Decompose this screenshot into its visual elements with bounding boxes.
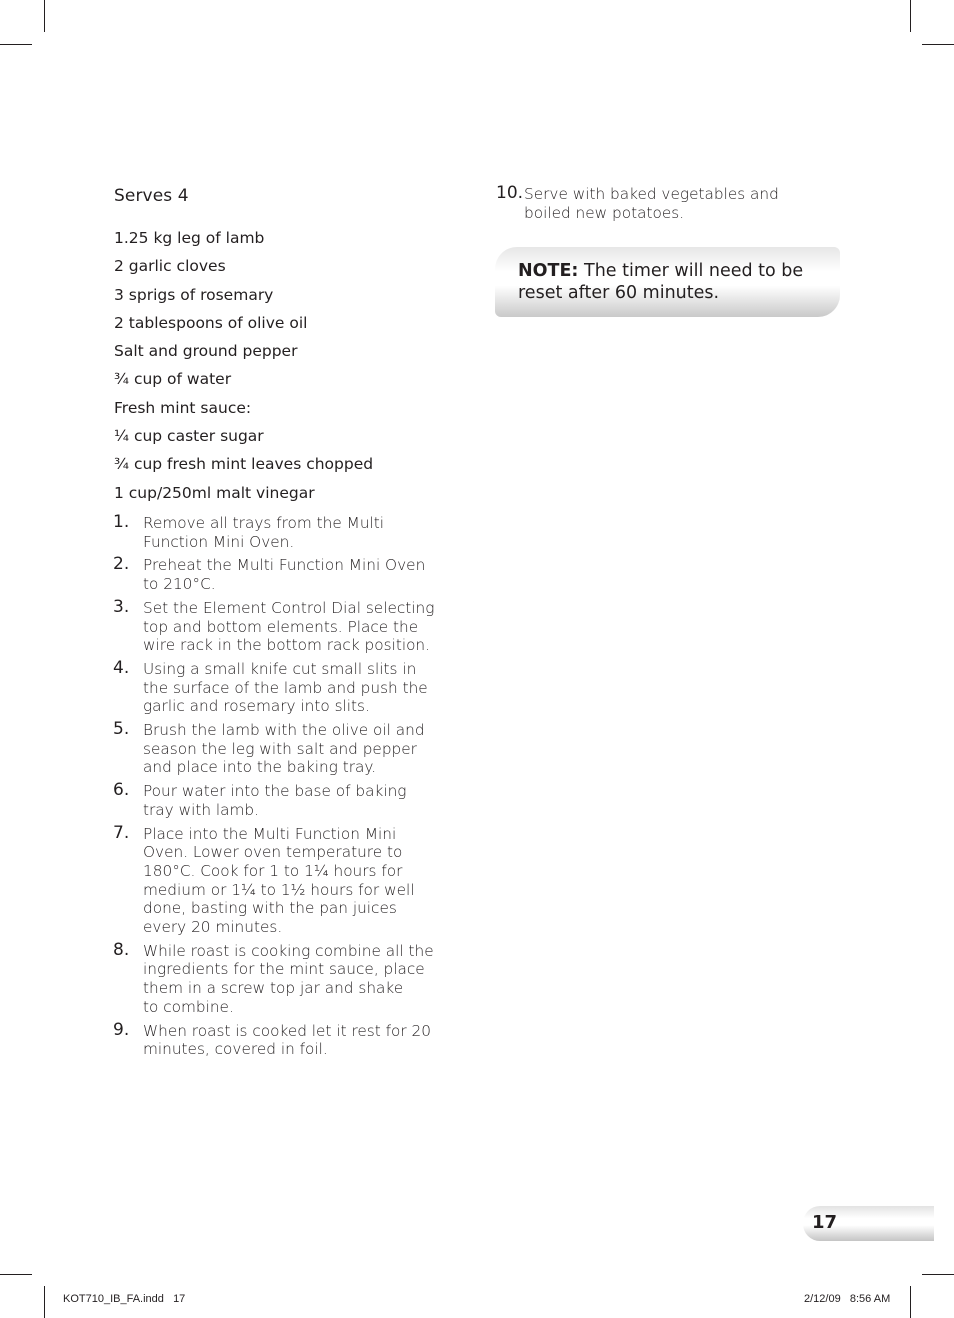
page-number: 17 (812, 1212, 838, 1233)
step-text: Place into the Multi Function Mini Oven. Lower oven temperature to 180°C. Cook for 1 to 1¼ hours for medium or 1¼ to 1½ hours for well done, basting with the pan juices every 20 minutes. (143, 824, 415, 937)
method-step (113, 939, 458, 1017)
method-step (113, 556, 458, 593)
crop-mark-top-left-vertical (44, 0, 45, 32)
step-number: 8. (113, 939, 130, 960)
ingredient-item: ¾ cup fresh mint leaves chopped (114, 455, 374, 474)
step-text: When roast is cooked let it rest for 20 minutes, covered in foil. (143, 1021, 431, 1059)
step-number: 3. (113, 596, 130, 617)
method-step (496, 185, 826, 222)
serves-heading: Serves 4 (114, 186, 189, 206)
ingredient-item: 2 garlic cloves (114, 257, 226, 276)
step-number: 6. (113, 780, 130, 801)
method-steps (113, 514, 458, 1059)
step-number: 5. (113, 719, 130, 740)
note-callout (495, 247, 840, 317)
crop-mark-bottom-right-horizontal (922, 1274, 954, 1275)
ingredient-item: ¼ cup caster sugar (114, 427, 264, 446)
crop-mark-bottom-left-vertical (44, 1286, 45, 1318)
step-number: 9. (113, 1019, 130, 1040)
step-text: While roast is cooking combine all the ingredients for the mint sauce, place them in a screw top jar and shake to combine. (143, 941, 434, 1016)
crop-mark-top-left-horizontal (0, 44, 32, 45)
note-text-1: The timer will need to be (584, 261, 804, 281)
ingredient-item: 1.25 kg leg of lamb (114, 229, 265, 247)
step-number: 10. (496, 183, 524, 203)
crop-mark-top-right-horizontal (922, 44, 954, 45)
step-number: 2. (113, 554, 130, 575)
note-line-1 (518, 260, 818, 282)
method-step (113, 721, 458, 777)
ingredient-item: 1 cup/250ml malt vinegar (114, 483, 315, 502)
step-text: Pour water into the base of baking tray with lamb. (143, 782, 407, 819)
ingredient-item: ¾ cup of water (114, 370, 232, 389)
method-step (113, 822, 458, 937)
crop-mark-top-right-vertical (910, 0, 911, 32)
ingredient-list (114, 226, 464, 509)
method-steps-continued (496, 185, 826, 222)
method-step (113, 1019, 458, 1059)
note-label: NOTE: (518, 261, 579, 281)
step-text: Serve with baked vegetables and boiled new potatoes. (524, 185, 779, 222)
slug-datetime: 2/12/09 8:56 AM (804, 1293, 891, 1305)
ingredient-item: Fresh mint sauce: (114, 398, 252, 417)
ingredient-item: 3 sprigs of rosemary (114, 285, 274, 304)
step-text: Preheat the Multi Function Mini Oven to 210°C. (143, 556, 426, 594)
step-text: Using a small knife cut small slits in the surface of the lamb and push the garlic and rosemary into slits. (143, 659, 428, 716)
step-number: 4. (113, 657, 130, 678)
ingredient-item: Salt and ground pepper (114, 342, 298, 361)
method-step (113, 657, 458, 716)
slug-file-info: KOT710_IB_FA.indd 17 (63, 1293, 186, 1305)
step-number: 1. (113, 512, 130, 532)
method-step (113, 782, 458, 819)
step-text: Brush the lamb with the olive oil and season the leg with salt and pepper and place into the baking tray. (143, 721, 425, 777)
method-step (113, 596, 458, 655)
ingredient-item: 2 tablespoons of olive oil (114, 313, 308, 332)
page-number-tab (803, 1206, 934, 1241)
note-text-2: reset after 60 minutes. (518, 283, 720, 303)
crop-mark-bottom-left-horizontal (0, 1274, 32, 1275)
step-text: Remove all trays from the Multi Function Mini Oven. (143, 514, 385, 551)
step-number: 7. (113, 822, 130, 843)
step-text: Set the Element Control Dial selecting top and bottom elements. Place the wire rack in the bottom rack position. (143, 598, 435, 655)
method-step (113, 514, 458, 551)
crop-mark-bottom-right-vertical (910, 1286, 911, 1318)
